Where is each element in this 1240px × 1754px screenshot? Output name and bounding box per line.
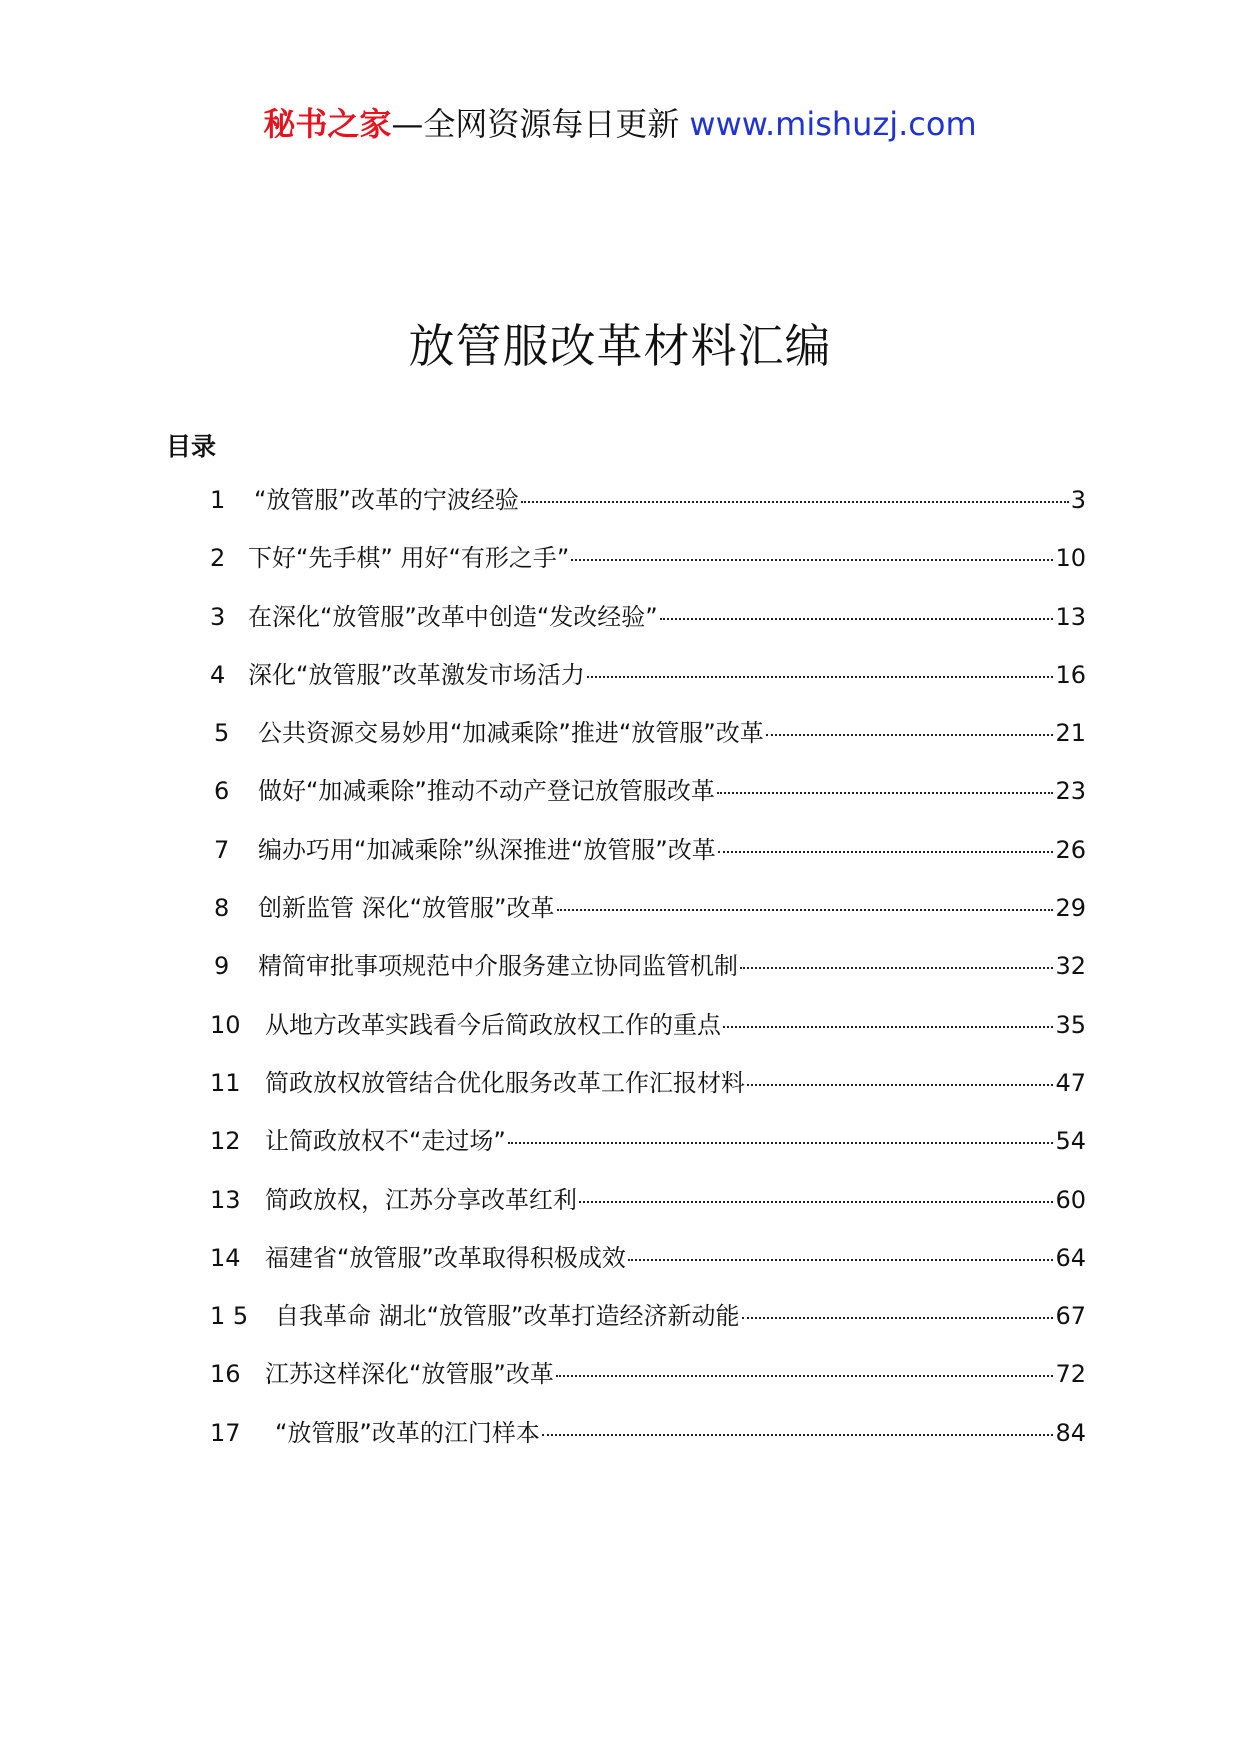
toc-leader-dots: [557, 909, 1054, 911]
toc-leader-dots: [587, 676, 1054, 678]
site-url-link[interactable]: www.mishuzj.com: [689, 105, 977, 143]
toc-entry-number: 11: [210, 1068, 241, 1097]
toc-entry[interactable]: [210, 483, 1086, 541]
toc-entry-page: 67: [1055, 1302, 1086, 1331]
toc-entry-number: 9: [214, 952, 230, 981]
toc-leader-dots: [579, 1201, 1053, 1203]
toc-leader-dots: [508, 1142, 1054, 1144]
toc-leader-dots: [742, 1317, 1054, 1319]
toc-entry[interactable]: [210, 833, 1086, 891]
toc-entry-number: 2: [210, 544, 226, 573]
toc-entry[interactable]: [210, 658, 1086, 716]
toc-entry-page: 10: [1055, 544, 1086, 573]
toc-entry[interactable]: [210, 1357, 1086, 1415]
toc-entry[interactable]: [210, 1183, 1086, 1241]
toc-entry-page: 3: [1070, 486, 1086, 514]
toc-entry-title: 福建省“放管服”改革取得积极成效: [265, 1243, 626, 1272]
toc-entry-title: 从地方改革实践看今后简政放权工作的重点: [265, 1010, 721, 1039]
toc-entry-page: 13: [1055, 602, 1086, 631]
toc-leader-dots: [542, 1434, 1054, 1436]
toc-entry-title: 简政放权放管结合优化服务改革工作汇报材料: [265, 1068, 745, 1097]
toc-entry[interactable]: [210, 774, 1086, 832]
toc-entry-page: 35: [1055, 1010, 1086, 1039]
toc-entry[interactable]: [210, 600, 1086, 658]
toc-leader-dots: [660, 618, 1054, 620]
toc-entry-page: 32: [1055, 952, 1086, 981]
toc-entry-page: 84: [1055, 1418, 1086, 1447]
toc-entry[interactable]: [210, 949, 1086, 1007]
toc-entry-page: 54: [1055, 1127, 1086, 1156]
toc-entry-page: 47: [1055, 1068, 1086, 1097]
toc-entry[interactable]: [210, 1416, 1086, 1474]
toc-entry-page: 23: [1055, 777, 1086, 806]
toc-leader-dots: [628, 1259, 1054, 1261]
toc-entry-page: 60: [1055, 1185, 1086, 1214]
toc-entry-title: 深化“放管服”改革激发市场活力: [248, 660, 585, 689]
table-of-contents: [210, 483, 1086, 1474]
toc-entry-title: 让简政放权不“走过场”: [265, 1127, 506, 1156]
toc-leader-dots: [766, 734, 1054, 736]
toc-entry-number: 14: [210, 1243, 241, 1272]
toc-entry-number: 13: [210, 1185, 241, 1214]
toc-entry-title: “放管服”改革的宁波经验: [254, 486, 519, 514]
page-header: [0, 104, 1240, 144]
toc-leader-dots: [556, 1375, 1054, 1377]
toc-entry-title: 下好“先手棋” 用好“有形之手”: [248, 544, 570, 573]
toc-entry-page: 16: [1055, 660, 1086, 689]
toc-entry-number: 5: [214, 719, 230, 748]
toc-entry-page: 29: [1055, 894, 1086, 923]
toc-entry-number: 6: [214, 777, 230, 806]
toc-leader-dots: [740, 967, 1053, 969]
toc-entry-page: 72: [1055, 1360, 1086, 1389]
toc-entry-number: 17: [210, 1418, 241, 1447]
toc-leader-dots: [718, 851, 1054, 853]
toc-leader-dots: [571, 559, 1053, 561]
toc-entry[interactable]: [210, 541, 1086, 599]
toc-entry[interactable]: [210, 1299, 1086, 1357]
toc-entry[interactable]: [210, 1008, 1086, 1066]
toc-leader-dots: [723, 1026, 1053, 1028]
toc-entry-title: 编办巧用“加减乘除”纵深推进“放管服”改革: [258, 835, 716, 864]
toc-entry-number: 1: [210, 486, 226, 514]
toc-heading: 目录: [166, 432, 217, 461]
toc-entry[interactable]: [210, 1124, 1086, 1182]
toc-entry-number: 10: [210, 1010, 241, 1039]
toc-entry-page: 21: [1055, 719, 1086, 748]
toc-entry-page: 64: [1055, 1243, 1086, 1272]
toc-entry-number: 3: [210, 602, 226, 631]
toc-entry-page: 26: [1055, 835, 1086, 864]
toc-entry[interactable]: [210, 1066, 1086, 1124]
toc-leader-dots: [717, 792, 1054, 794]
toc-entry-title: 在深化“放管服”改革中创造“发改经验”: [248, 602, 658, 631]
toc-entry-number: 16: [210, 1360, 241, 1389]
toc-entry[interactable]: [210, 891, 1086, 949]
toc-entry[interactable]: [210, 716, 1086, 774]
toc-entry-number: 12: [210, 1127, 241, 1156]
toc-entry-title: 江苏这样深化“放管服”改革: [265, 1360, 554, 1389]
header-tagline: —全网资源每日更新: [391, 105, 680, 143]
toc-entry-number: 8: [214, 894, 230, 923]
toc-entry-title: 公共资源交易妙用“加减乘除”推进“放管服”改革: [258, 719, 764, 748]
toc-entry-title: 创新监管 深化“放管服”改革: [258, 894, 555, 923]
toc-entry-title: 做好“加减乘除”推动不动产登记放管服改革: [258, 777, 715, 806]
toc-entry-title: “放管服”改革的江门样本: [275, 1418, 540, 1447]
brand-name: 秘书之家: [263, 105, 392, 143]
toc-entry-number: 1 5: [210, 1302, 249, 1331]
toc-entry-title: 简政放权，江苏分享改革红利: [265, 1185, 577, 1214]
toc-entry[interactable]: [210, 1241, 1086, 1299]
toc-entry-number: 4: [210, 660, 226, 689]
document-title: 放管服改革材料汇编: [408, 319, 832, 373]
toc-entry-number: 7: [214, 835, 230, 864]
toc-entry-title: 自我革命 湖北“放管服”改革打造经济新动能: [275, 1302, 740, 1331]
toc-entry-title: 精简审批事项规范中介服务建立协同监管机制: [258, 952, 738, 981]
toc-leader-dots: [747, 1084, 1053, 1086]
toc-leader-dots: [521, 501, 1069, 503]
